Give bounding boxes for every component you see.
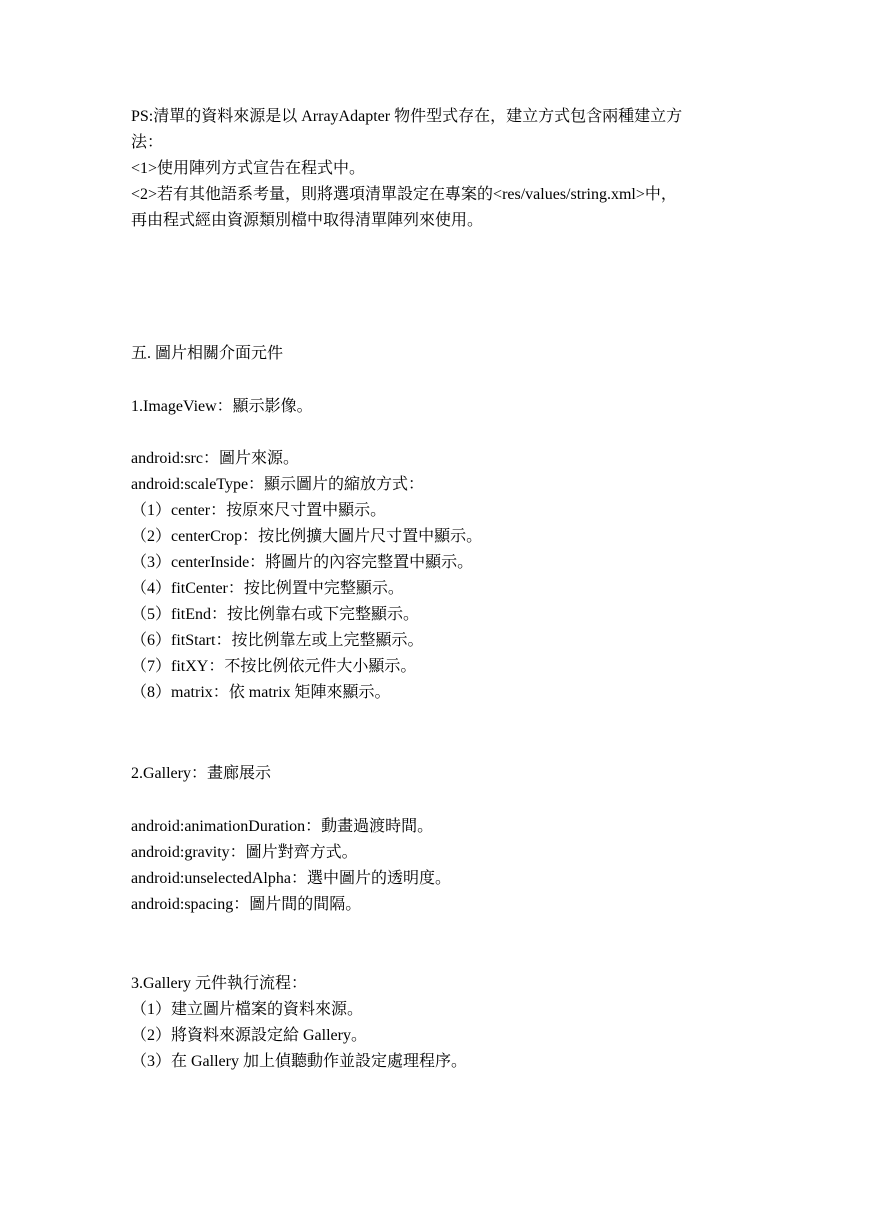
- section-heading: 五. 圖片相關介面元件: [131, 345, 284, 362]
- gallery-attr: android:spacing：圖片間的間隔。: [131, 896, 362, 913]
- gallery-flow-step: （3）在 Gallery 加上偵聽動作並設定處理程序。: [131, 1053, 467, 1070]
- imageview-title: 1.ImageView：顯示影像。: [131, 398, 313, 415]
- intro-line-5: 再由程式經由資源類別檔中取得清單陣列來使用。: [131, 212, 484, 229]
- scaletype-item: （3）centerInside：將圖片的內容完整置中顯示。: [131, 554, 474, 571]
- scaletype-item: （2）centerCrop：按比例擴大圖片尺寸置中顯示。: [131, 528, 483, 545]
- scaletype-item: （5）fitEnd：按比例靠右或下完整顯示。: [131, 606, 419, 623]
- gallery-title: 2.Gallery：畫廊展示: [131, 765, 271, 782]
- scaletype-item: （7）fitXY：不按比例依元件大小顯示。: [131, 658, 417, 675]
- gallery-flow-step: （2）將資料來源設定給 Gallery。: [131, 1027, 367, 1044]
- intro-line-2: 法：: [131, 134, 164, 151]
- scaletype-item: （1）center：按原來尺寸置中顯示。: [131, 502, 387, 519]
- imageview-src: android:src：圖片來源。: [131, 450, 299, 467]
- intro-line-4: <2>若有其他語系考量，則將選項清單設定在專案的<res/values/string.xml>中，: [131, 186, 677, 203]
- intro-line-1: PS:清單的資料來源是以 ArrayAdapter 物件型式存在，建立方式包含兩種建立方: [131, 108, 683, 125]
- gallery-attr: android:gravity：圖片對齊方式。: [131, 844, 358, 861]
- gallery-flow-step: （1）建立圖片檔案的資料來源。: [131, 1001, 364, 1018]
- intro-line-3: <1>使用陣列方式宣告在程式中。: [131, 160, 366, 177]
- imageview-scaletype: android:scaleType：顯示圖片的縮放方式：: [131, 476, 425, 493]
- gallery-attr: android:animationDuration：動畫過渡時間。: [131, 818, 434, 835]
- gallery-attr: android:unselectedAlpha：選中圖片的透明度。: [131, 870, 451, 887]
- scaletype-item: （4）fitCenter：按比例置中完整顯示。: [131, 580, 404, 597]
- gallery-flow-title: 3.Gallery 元件執行流程：: [131, 975, 307, 992]
- scaletype-item: （6）fitStart：按比例靠左或上完整顯示。: [131, 632, 424, 649]
- scaletype-item: （8）matrix：依 matrix 矩陣來顯示。: [131, 684, 391, 701]
